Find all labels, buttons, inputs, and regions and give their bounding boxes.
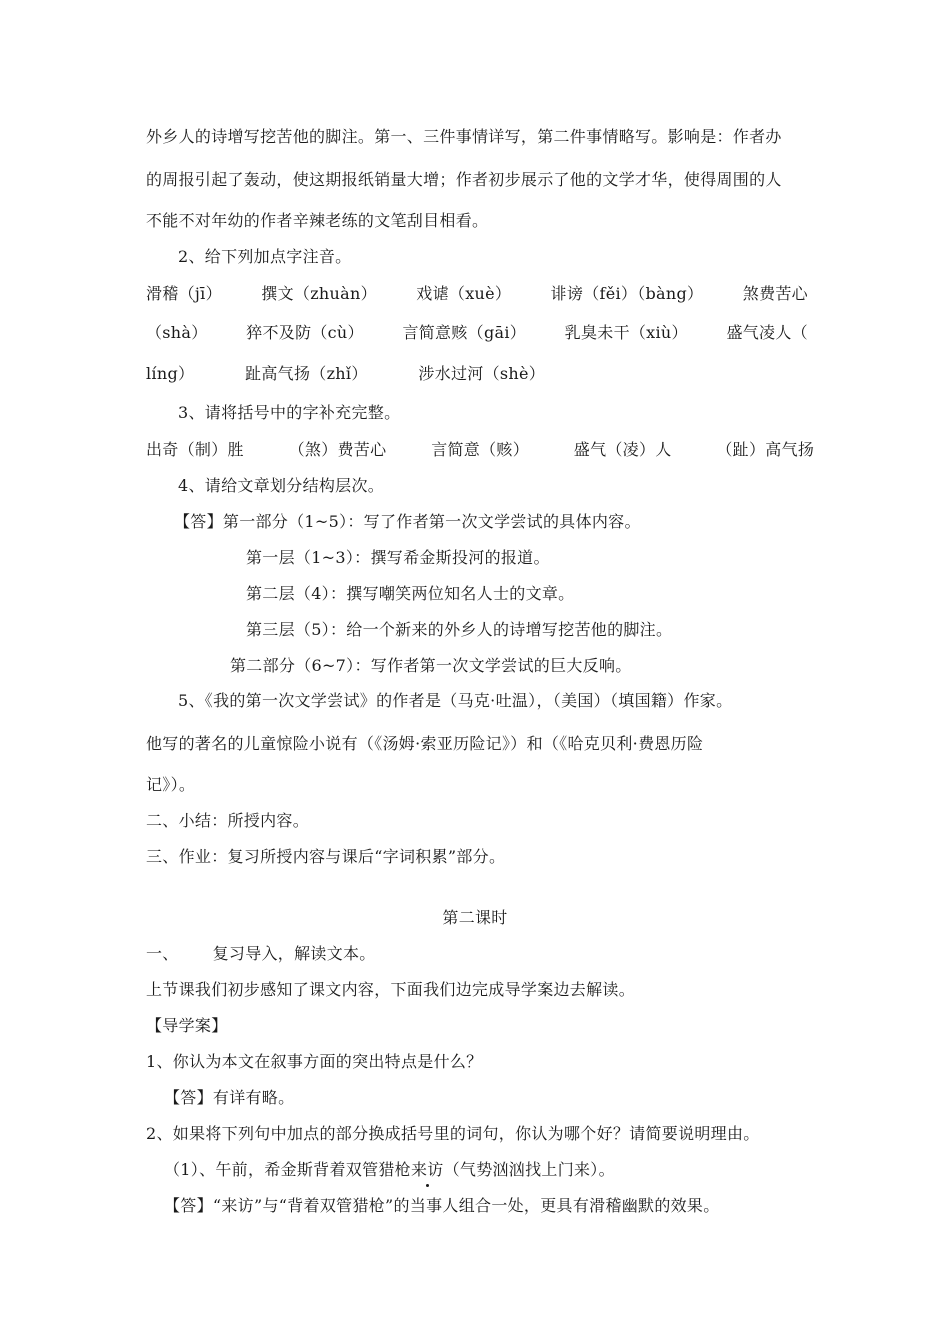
fill-item: 出奇（制）胜 (146, 440, 244, 459)
pinyin-item: 猝不及防（cù） (246, 323, 364, 342)
answer-text: 第一部分（1~5）：写了作者第一次文学尝试的具体内容。 (222, 512, 641, 531)
pinyin-item: 煞费苦心 (742, 284, 808, 303)
pinyin-item: 言简意赅（gāi） (402, 323, 527, 342)
fill-item: 言简意（赅） (431, 440, 529, 459)
pinyin-row-3 (146, 363, 826, 385)
pinyin-item: （shà） (146, 323, 208, 342)
sub-prefix: （1）、午前，希金斯背着双管猎枪 (164, 1160, 411, 1179)
question-5-line: 他写的著名的儿童惊险小说有（《汤姆·索亚历险记》）和（《哈克贝利·费恩历险 (146, 734, 704, 753)
structure-layer: 第一层（1~3）：撰写希金斯投河的报道。 (246, 548, 550, 567)
pinyin-item: líng） (146, 364, 195, 383)
pinyin-item: 乳臭未干（xiù） (564, 323, 688, 342)
structure-part-2: 第二部分（6~7）：写作者第一次文学尝试的巨大反响。 (230, 656, 632, 675)
guide-question-2-sub-1 (164, 1159, 844, 1181)
pinyin-item: 滑稽（jī） (146, 284, 222, 303)
dotted-phrase: 来访 (410, 1160, 444, 1179)
pinyin-item: 盛气凌人（ (726, 323, 808, 342)
guide-answer-1: 【答】有详有略。 (164, 1088, 295, 1107)
section-text: 复习导入，解读文本。 (212, 944, 376, 963)
guide-label: 【导学案】 (146, 1016, 228, 1035)
lesson-2-title: 第二课时 (442, 908, 508, 927)
structure-layer: 第二层（4）：撰写嘲笑两位知名人士的文章。 (246, 584, 575, 603)
fill-in-row (146, 439, 826, 461)
section-number: 一、 (146, 944, 179, 963)
sub-suffix: （气势汹汹找上门来）。 (443, 1160, 615, 1179)
guide-question-2: 2、如果将下列句中加点的部分换成括号里的词句，你认为哪个好？请简要说明理由。 (146, 1124, 760, 1143)
fill-item: （煞）费苦心 (288, 440, 387, 459)
question-5-line: 记》）。 (146, 775, 196, 794)
question-5-line: 5、《我的第一次文学尝试》的作者是（马克·吐温），（美国）（填国籍）作家。 (178, 691, 733, 710)
pinyin-row-2 (146, 322, 826, 344)
guide-answer-2: 【答】“来访”与“背着双管猎枪”的当事人组合一处，更具有滑稽幽默的效果。 (164, 1196, 720, 1215)
pinyin-item: 趾高气扬（zhǐ） (245, 364, 368, 383)
fill-item: 盛气（凌）人 (573, 440, 672, 459)
summary-line: 二、小结：所授内容。 (146, 811, 310, 830)
pinyin-item: 戏谑（xuè） (416, 284, 512, 303)
question-4-title: 4、请给文章划分结构层次。 (178, 476, 385, 495)
lesson-2-intro: 上节课我们初步感知了课文内容，下面我们边完成导学案边去解读。 (146, 980, 636, 999)
pinyin-row-1 (146, 283, 826, 305)
fill-item: （趾）高气扬 (716, 440, 815, 459)
homework-line: 三、作业：复习所授内容与课后“字词积累”部分。 (146, 847, 506, 866)
guide-question-1: 1、你认为本文在叙事方面的突出特点是什么？ (146, 1052, 483, 1071)
question-2-title: 2、给下列加点字注音。 (178, 247, 352, 266)
pinyin-item: 撰文（zhuàn） (261, 284, 377, 303)
question-4-answer (174, 511, 854, 533)
lesson-2-section-1 (146, 943, 826, 965)
paragraph-line: 的周报引起了轰动，使这期报纸销量大增；作者初步展示了他的文学才华，使得周围的人 (146, 170, 782, 189)
structure-layer: 第三层（5）：给一个新来的外乡人的诗增写挖苦他的脚注。 (246, 620, 673, 639)
paragraph-line: 不能不对年幼的作者辛辣老练的文笔刮目相看。 (146, 211, 489, 230)
question-3-title: 3、请将括号中的字补充完整。 (178, 403, 401, 422)
pinyin-item: 诽谤（fěi）（bàng） (550, 284, 704, 303)
answer-label: 【答】 (174, 512, 223, 531)
pinyin-item: 涉水过河（shè） (418, 364, 546, 383)
paragraph-line: 外乡人的诗增写挖苦他的脚注。第一、三件事情详写，第二件事情略写。影响是：作者办 (146, 127, 782, 146)
